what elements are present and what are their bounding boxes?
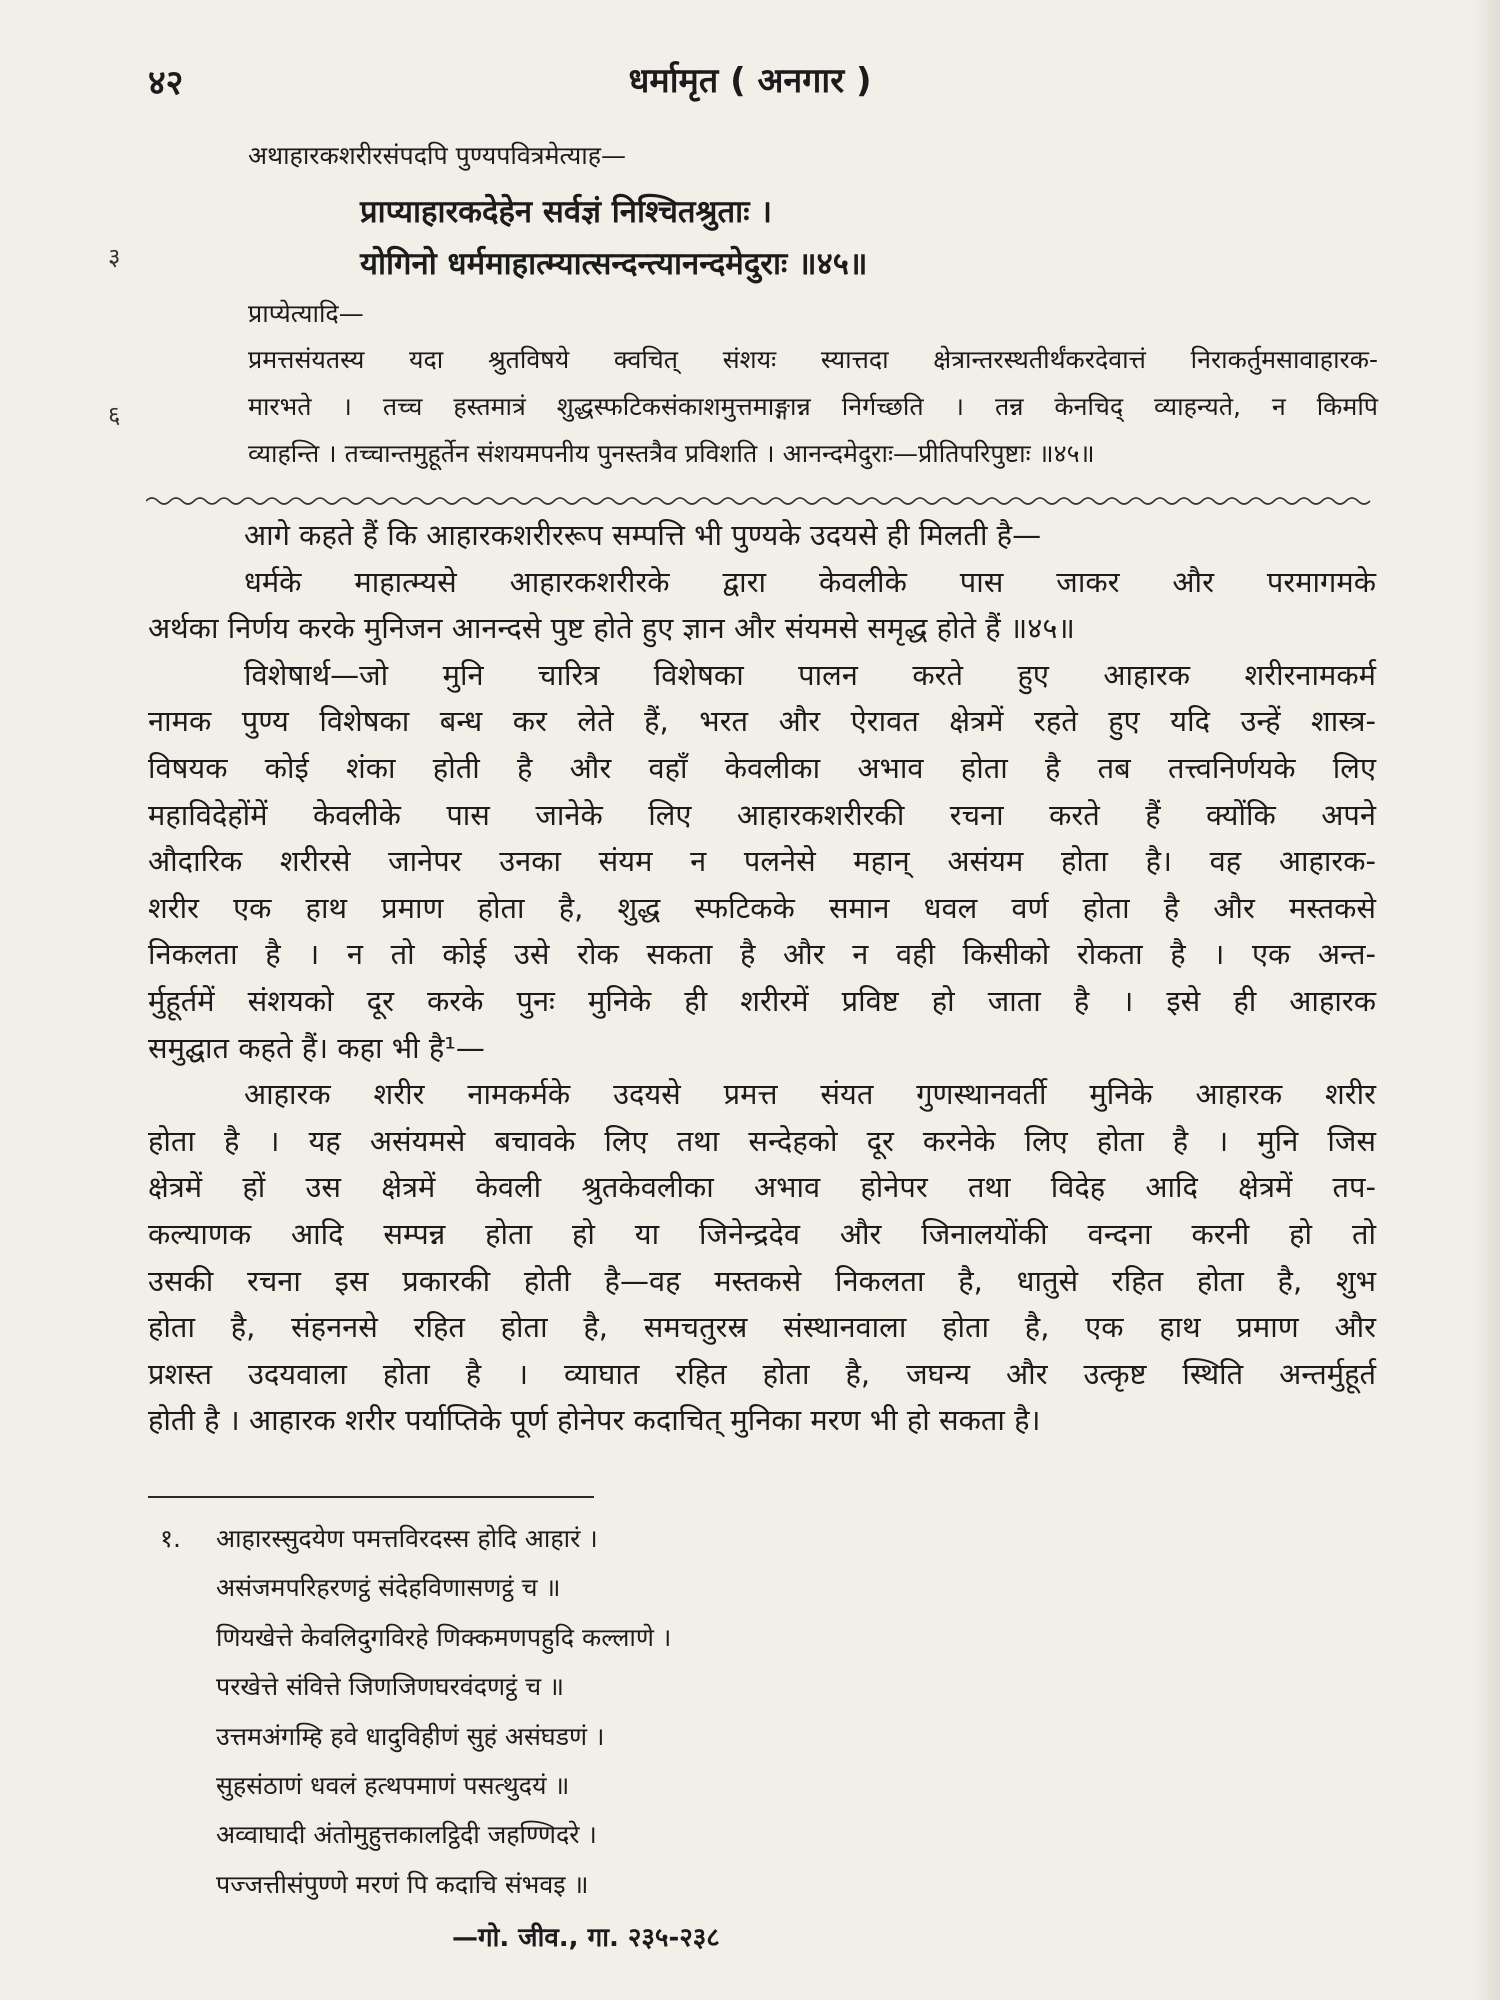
- footnote-verse-line: अव्वाघादी अंतोमुहुत्तकालट्ठिदी जहण्णिदरे ।: [216, 1820, 597, 1850]
- hindi-line: नामक पुण्य विशेषका बन्ध कर लेते हैं, भरत और ऐरावत क्षेत्रमें रहते हुए यदि उन्हें शास्त्र-: [148, 704, 1376, 739]
- footnote: [160, 1514, 671, 1909]
- footnote-verse-line: उत्तमअंगम्हि हवे धादुविहीणं सुहं असंघडणं ।: [216, 1721, 605, 1751]
- hindi-line: कल्याणक आदि सम्पन्न होता हो या जिनेन्द्रदेव और जिनालयोंकी वन्दना करनी हो तो: [148, 1216, 1376, 1251]
- footnote-verse-line: पज्जत्तीसंपुण्णे मरणं पि कदाचि संभवइ ॥: [216, 1869, 589, 1899]
- footnote-verse-line: णियखेत्ते केवलिदुगविरहे णिक्कमणपहुदि कल्लाणे ।: [216, 1622, 672, 1652]
- footnote-verse-line: आहारस्सुदयेण पमत्तविरदस्स होदि आहारं ।: [216, 1524, 598, 1553]
- commentary-line: व्याहन्ति । तच्चान्तमुहूर्तेन संशयमपनीय पुनस्तत्रैव प्रविशति । आनन्दमेदुराः—प्रीतिपरिपुष्टाः ॥४५॥: [248, 439, 1095, 468]
- commentary-line: मारभते । तच्च हस्तमात्रं शुद्धस्फटिकसंकाशमुत्तमाङ्गान्न निर्गच्छति । तन्न केनचिद् व्याहन्यते, न किमपि: [248, 392, 1378, 421]
- hindi-line: अर्थका निर्णय करके मुनिजन आनन्दसे पुष्ट होते हुए ज्ञान और संयमसे समृद्ध होते हैं ॥४५॥: [148, 611, 1075, 646]
- wavy-divider: [146, 492, 1374, 508]
- verse-line-2: योगिनो धर्ममाहात्म्यात्सन्दन्त्यानन्दमेदुराः ॥४५॥: [360, 246, 868, 282]
- footnote-rule: [148, 1496, 594, 1498]
- sanskrit-commentary: [248, 336, 1378, 477]
- commentary-heading: प्राप्येत्यादि—: [248, 299, 364, 328]
- footnote-first-line: [160, 1514, 671, 1563]
- hindi-line: प्रशस्त उदयवाला होता है । व्याघात रहित होता है, जघन्य और उत्कृष्ट स्थिति अन्तर्मुहूर्त: [148, 1356, 1376, 1391]
- footnote-verse-line: परखेत्ते संवित्ते जिणजिणघरवंदणट्ठं च ॥: [216, 1672, 565, 1702]
- page-edge-shadow: [1472, 0, 1500, 2000]
- hindi-line: विषयक कोई शंका होती है और वहाँ केवलीका अभाव होता है तब तत्त्वनिर्णयके लिए: [148, 750, 1376, 785]
- footnote-citation: —गो. जीव., गा. २३५-२३८: [452, 1923, 720, 1953]
- hindi-line: विशेषार्थ—जो मुनि चारित्र विशेषका पालन करते हुए आहारक शरीरनामकर्म: [244, 657, 1376, 692]
- hindi-line: समुद्घात कहते हैं। कहा भी है¹—: [148, 1030, 485, 1065]
- hindi-line: निकलता है । न तो कोई उसे रोक सकता है और न वही किसीको रोकता है । एक अन्त-: [148, 937, 1376, 972]
- hindi-line: शरीर एक हाथ प्रमाण होता है, शुद्ध स्फटिकके समान धवल वर्ण होता है और मस्तकसे: [148, 890, 1376, 925]
- hindi-line: आगे कहते हैं कि आहारकशरीररूप सम्पत्ति भी पुण्यके उदयसे ही मिलती है—: [244, 518, 1042, 552]
- footnote-verse-line: सुहसंठाणं धवलं हत्थपमाणं पसत्थुदयं ॥: [216, 1771, 570, 1801]
- hindi-line: धर्मके माहात्म्यसे आहारकशरीरके द्वारा केवलीके पास जाकर और परमागमके: [244, 564, 1376, 599]
- page-number: ४२: [148, 63, 184, 103]
- line-marker-3: ३: [108, 243, 121, 271]
- sanskrit-intro: अथाहारकशरीरसंपदपि पुण्यपवित्रमेत्याह—: [248, 141, 627, 170]
- footnote-verse-line: असंजमपरिहरणट्ठं संदेहविणासणट्ठं च ॥: [216, 1573, 561, 1603]
- hindi-line: क्षेत्रमें हों उस क्षेत्रमें केवली श्रुतकेवलीका अभाव होनेपर तथा विदेह आदि क्षेत्रमें तप-: [148, 1170, 1376, 1205]
- hindi-line: होता है । यह असंयमसे बचावके लिए तथा सन्देहको दूर करनेके लिए होता है । मुनि जिस: [148, 1123, 1376, 1158]
- hindi-line: औदारिक शरीरसे जानेपर उनका संयम न पलनेसे महान् असंयम होता है। वह आहारक-: [148, 844, 1376, 879]
- footnote-number: १.: [160, 1524, 181, 1553]
- line-marker-6: ६: [108, 401, 121, 429]
- hindi-line: उसकी रचना इस प्रकारकी होती है—वह मस्तकसे निकलता है, धातुसे रहित होता है, शुभ: [148, 1263, 1376, 1298]
- hindi-line: होता है, संहननसे रहित होता है, समचतुरस्र संस्थानवाला होता है, एक हाथ प्रमाण और: [148, 1310, 1376, 1345]
- hindi-translation: [148, 512, 1376, 1444]
- verse-line-1: प्राप्याहारकदेहेन सर्वज्ञं निश्चितश्रुताः ।: [360, 194, 773, 230]
- hindi-line: र्मुहूर्तमें संशयको दूर करके पुनः मुनिके ही शरीरमें प्रविष्ट हो जाता है । इसे ही आहारक: [148, 983, 1376, 1018]
- hindi-line: महाविदेहोंमें केवलीके पास जानेके लिए आहारकशरीरकी रचना करते हैं क्योंकि अपने: [148, 797, 1376, 832]
- hindi-line: आहारक शरीर नामकर्मके उदयसे प्रमत्त संयत गुणस्थानवर्ती मुनिके आहारक शरीर: [244, 1077, 1376, 1112]
- running-title: धर्मामृत ( अनगार ): [628, 61, 872, 101]
- hindi-line: होती है । आहारक शरीर पर्याप्तिके पूर्ण होनेपर कदाचित् मुनिका मरण भी हो सकता है।: [148, 1403, 1041, 1438]
- commentary-line: प्रमत्तसंयतस्य यदा श्रुतविषये क्वचित् संशयः स्यात्तदा क्षेत्रान्तरस्थतीर्थंकरदेवात्तं निराकर्तुमसावाहारक-: [248, 345, 1378, 374]
